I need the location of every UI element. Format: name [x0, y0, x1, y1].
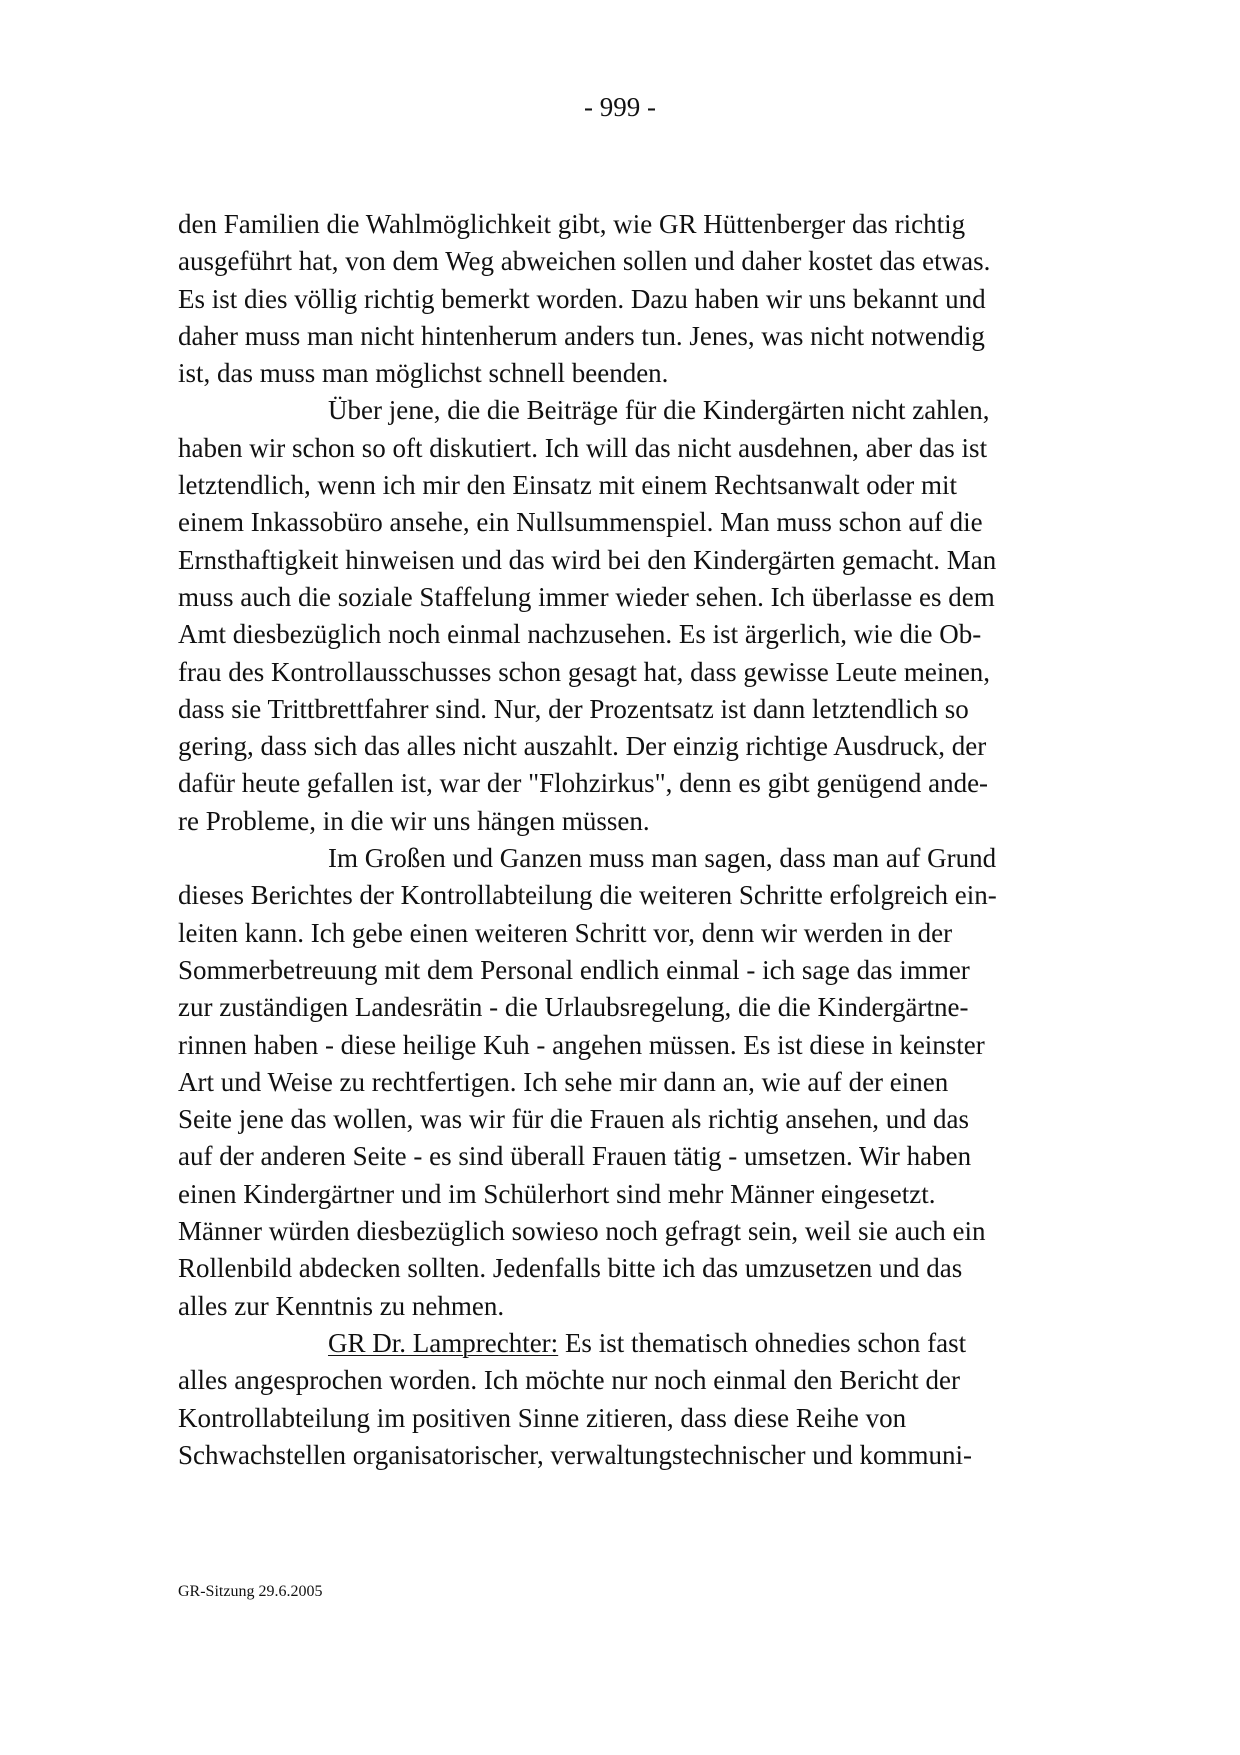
text-line: dafür heute gefallen ist, war der "Flohzirkus", denn es gibt genügend ande-: [178, 768, 989, 799]
paragraph-start-line: Im Großen und Ganzen muss man sagen, dass man auf Grund: [328, 843, 997, 874]
paragraph-start-line: Über jene, die die Beiträge für die Kindergärten nicht zahlen,: [328, 395, 990, 426]
text-line: muss auch die soziale Staffelung immer wieder sehen. Ich überlasse es dem: [178, 581, 995, 612]
text-line: frau des Kontrollausschusses schon gesagt hat, dass gewisse Leute meinen,: [178, 656, 991, 687]
text-line: ist, das muss man möglichst schnell beenden.: [178, 358, 669, 389]
body-text: [178, 206, 1078, 1474]
text-line: dieses Berichtes der Kontrollabteilung die weiteren Schritte erfolgreich ein-: [178, 880, 997, 911]
text-line: haben wir schon so oft diskutiert. Ich will das nicht ausdehnen, aber das ist: [178, 432, 988, 463]
text-line: letztendlich, wenn ich mir den Einsatz mit einem Rechtsanwalt oder mit: [178, 470, 958, 501]
text-line: dass sie Trittbrettfahrer sind. Nur, der Prozentsatz ist dann letztendlich so: [178, 693, 969, 724]
speaker-statement: Es ist thematisch ohnedies schon fast: [558, 1327, 967, 1358]
text-line: ausgeführt hat, von dem Weg abweichen sollen und daher kostet das etwas.: [178, 246, 991, 277]
text-line: auf der anderen Seite - es sind überall Frauen tätig - umsetzen. Wir haben: [178, 1141, 972, 1172]
text-line: Es ist dies völlig richtig bemerkt worden. Dazu haben wir uns bekannt und: [178, 283, 986, 314]
text-line: leiten kann. Ich gebe einen weiteren Schritt vor, denn wir werden in der: [178, 917, 953, 948]
text-line: Rollenbild abdecken sollten. Jedenfalls bitte ich das umzusetzen und das: [178, 1253, 963, 1284]
text-line: re Probleme, in die wir uns hängen müssen.: [178, 805, 650, 836]
text-line: den Familien die Wahlmöglichkeit gibt, wie GR Hüttenberger das richtig: [178, 209, 966, 239]
speaker-name: GR Dr. Lamprechter:: [328, 1327, 559, 1358]
text-line: rinnen haben - diese heilige Kuh - angehen müssen. Es ist diese in keinster: [178, 1029, 985, 1060]
text-line: alles zur Kenntnis zu nehmen.: [178, 1290, 505, 1321]
text-line: Kontrollabteilung im positiven Sinne zitieren, dass diese Reihe von: [178, 1402, 907, 1433]
text-line: Männer würden diesbezüglich sowieso noch gefragt sein, weil sie auch ein: [178, 1216, 986, 1247]
text-line: daher muss man nicht hintenherum anders tun. Jenes, was nicht notwendig: [178, 320, 985, 351]
text-line: Amt diesbezüglich noch einmal nachzusehen. Es ist ärgerlich, wie die Ob-: [178, 619, 982, 650]
speaker-line: [178, 1325, 1078, 1362]
page-footer: GR-Sitzung 29.6.2005: [178, 1583, 323, 1600]
text-line: Art und Weise zu rechtfertigen. Ich sehe mir dann an, wie auf der einen: [178, 1066, 949, 1097]
text-line: einen Kindergärtner und im Schülerhort sind mehr Männer eingesetzt.: [178, 1178, 936, 1209]
text-line: zur zuständigen Landesrätin - die Urlaubsregelung, die die Kindergärtne-: [178, 992, 969, 1023]
page-number: - 999 -: [584, 92, 656, 122]
text-line: Seite jene das wollen, was wir für die Frauen als richtig ansehen, und das: [178, 1104, 970, 1135]
text-line: Ernsthaftigkeit hinweisen und das wird bei den Kindergärten gemacht. Man: [178, 544, 997, 575]
text-line: einem Inkassobüro ansehe, ein Nullsummenspiel. Man muss schon auf die: [178, 507, 983, 538]
text-line: alles angesprochen worden. Ich möchte nur noch einmal den Bericht der: [178, 1365, 960, 1396]
text-line: Schwachstellen organisatorischer, verwaltungstechnischer und kommuni-: [178, 1439, 972, 1470]
text-line: gering, dass sich das alles nicht auszahlt. Der einzig richtige Ausdruck, der: [178, 731, 987, 762]
text-line: Sommerbetreuung mit dem Personal endlich einmal - ich sage das immer: [178, 954, 970, 985]
